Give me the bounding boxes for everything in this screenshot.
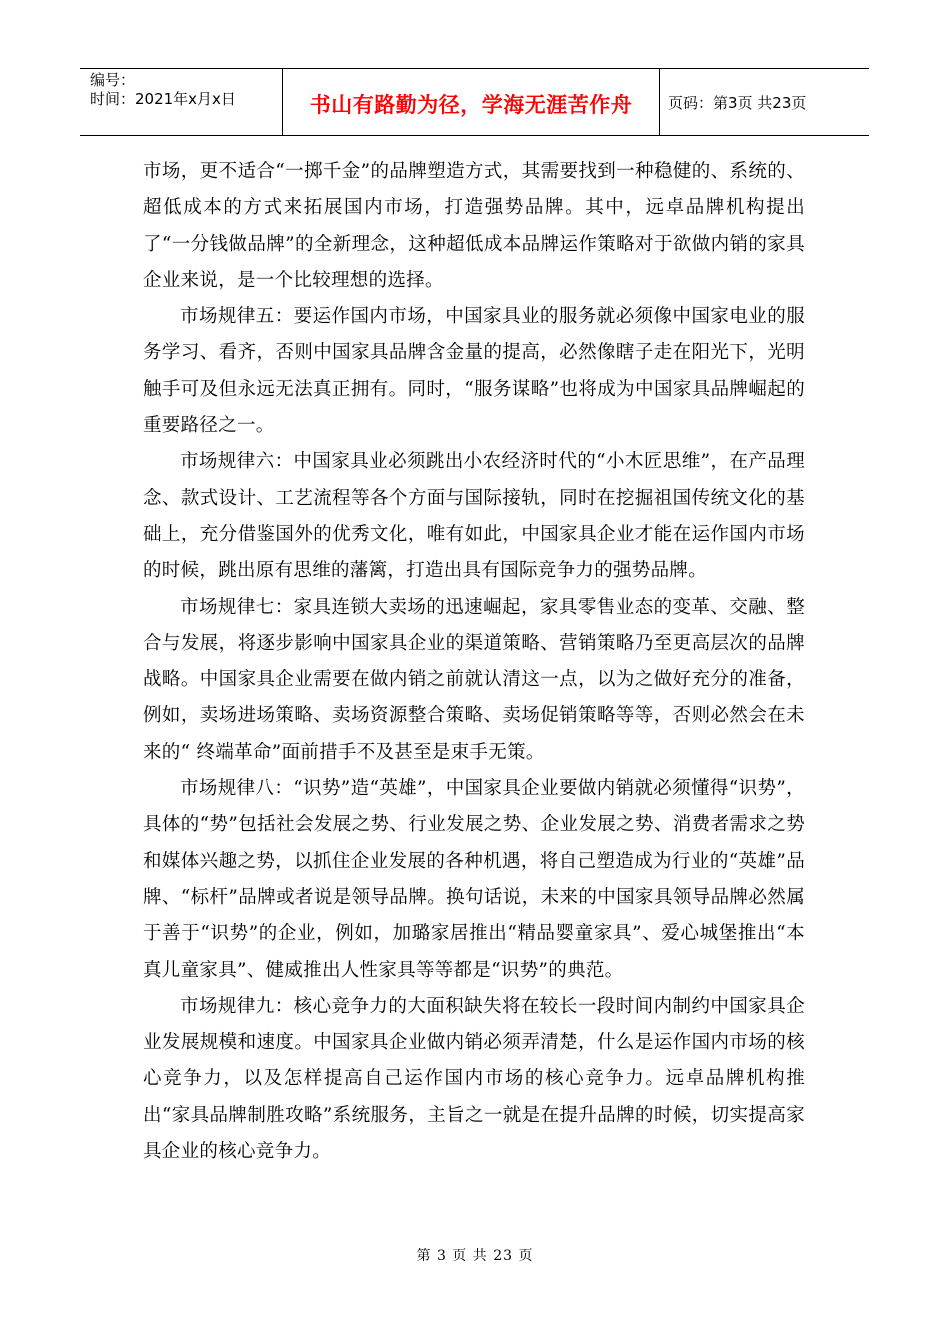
document-number-label: 编号： <box>90 71 136 89</box>
page-footer: 第 3 页 共 23 页 <box>416 1248 534 1264</box>
page-header <box>80 68 869 136</box>
paragraph-continuation: 市场，更不适合“一掷千金”的品牌塑造方式，其需要找到一种稳健的、系统的、超低成本的方式来拓展国内市场，打造强势品牌。其中，远卓品牌机构提出了“一分钱做品牌”的全新理念，这种超低成本品牌运作策略对于欲做内销的家具企业来说，是一个比较理想的选择。 <box>143 161 805 291</box>
document-time-label: 时间：2021年x月x日 <box>90 90 236 108</box>
paragraph-rule-six: 市场规律六：中国家具业必须跳出小农经济时代的“小木匠思维”，在产品理念、款式设计、工艺流程等各个方面与国际接轨，同时在挖掘祖国传统文化的基础上，充分借鉴国外的优秀文化，唯有如此，中国家具企业才能在运作国内市场的时候，跳出原有思维的藩篱，打造出具有国际竞争力的强势品牌。 <box>143 451 805 582</box>
paragraph-rule-seven: 市场规律七：家具连锁大卖场的迅速崛起，家具零售业态的变革、交融、整合与发展，将逐步影响中国家具企业的渠道策略、营销策略乃至更高层次的品牌战略。中国家具企业需要在做内销之前就认清这一点，以为之做好充分的准备，例如，卖场进场策略、卖场资源整合策略、卖场促销策略等等，否则必然会在未来的“ 终端革命”面前措手不及甚至是束手无策。 <box>143 596 805 763</box>
header-page-cell <box>660 69 869 135</box>
header-page-info: 页码：第3页 共23页 <box>668 93 807 112</box>
paragraph-rule-eight: 市场规律八：“识势”造“英雄”，中国家具企业要做内销就必须懂得“识势”，具体的“势”包括社会发展之势、行业发展之势、企业发展之势、消费者需求之势和媒体兴趣之势，以抓住企业发展的各种机遇，将自己塑造成为行业的“英雄”品牌、“标杆”品牌或者说是领导品牌。换句话说，未来的中国家具领导品牌必然属于善于“识势”的企业，例如，加璐家居推出“精品婴童家具”、爱心城堡推出“本真儿童家具”、健威推出人性家具等等都是“识势”的典范。 <box>143 778 805 981</box>
paragraph-rule-five: 市场规律五：要运作国内市场，中国家具业的服务就必须像中国家电业的服务学习、看齐，否则中国家具品牌含金量的提高，必然像瞎子走在阳光下，光明触手可及但永远无法真正拥有。同时，“服务谋略”也将成为中国家具品牌崛起的重要路径之一。 <box>143 306 805 437</box>
header-meta-cell <box>80 69 283 135</box>
header-slogan: 书山有路勤为径，学海无涯苦作舟 <box>309 93 633 117</box>
paragraph-rule-nine: 市场规律九：核心竞争力的大面积缺失将在较长一段时间内制约中国家具企业发展规模和速度。中国家具企业做内销必须弄清楚，什么是运作国内市场的核心竞争力，以及怎样提高自己运作国内市场的核心竞争力。远卓品牌机构推出“家具品牌制胜攻略”系统服务，主旨之一就是在提升品牌的时候，切实提高家具企业的核心竞争力。 <box>143 995 805 1163</box>
document-body <box>143 154 805 1170</box>
header-slogan-cell <box>283 69 660 135</box>
